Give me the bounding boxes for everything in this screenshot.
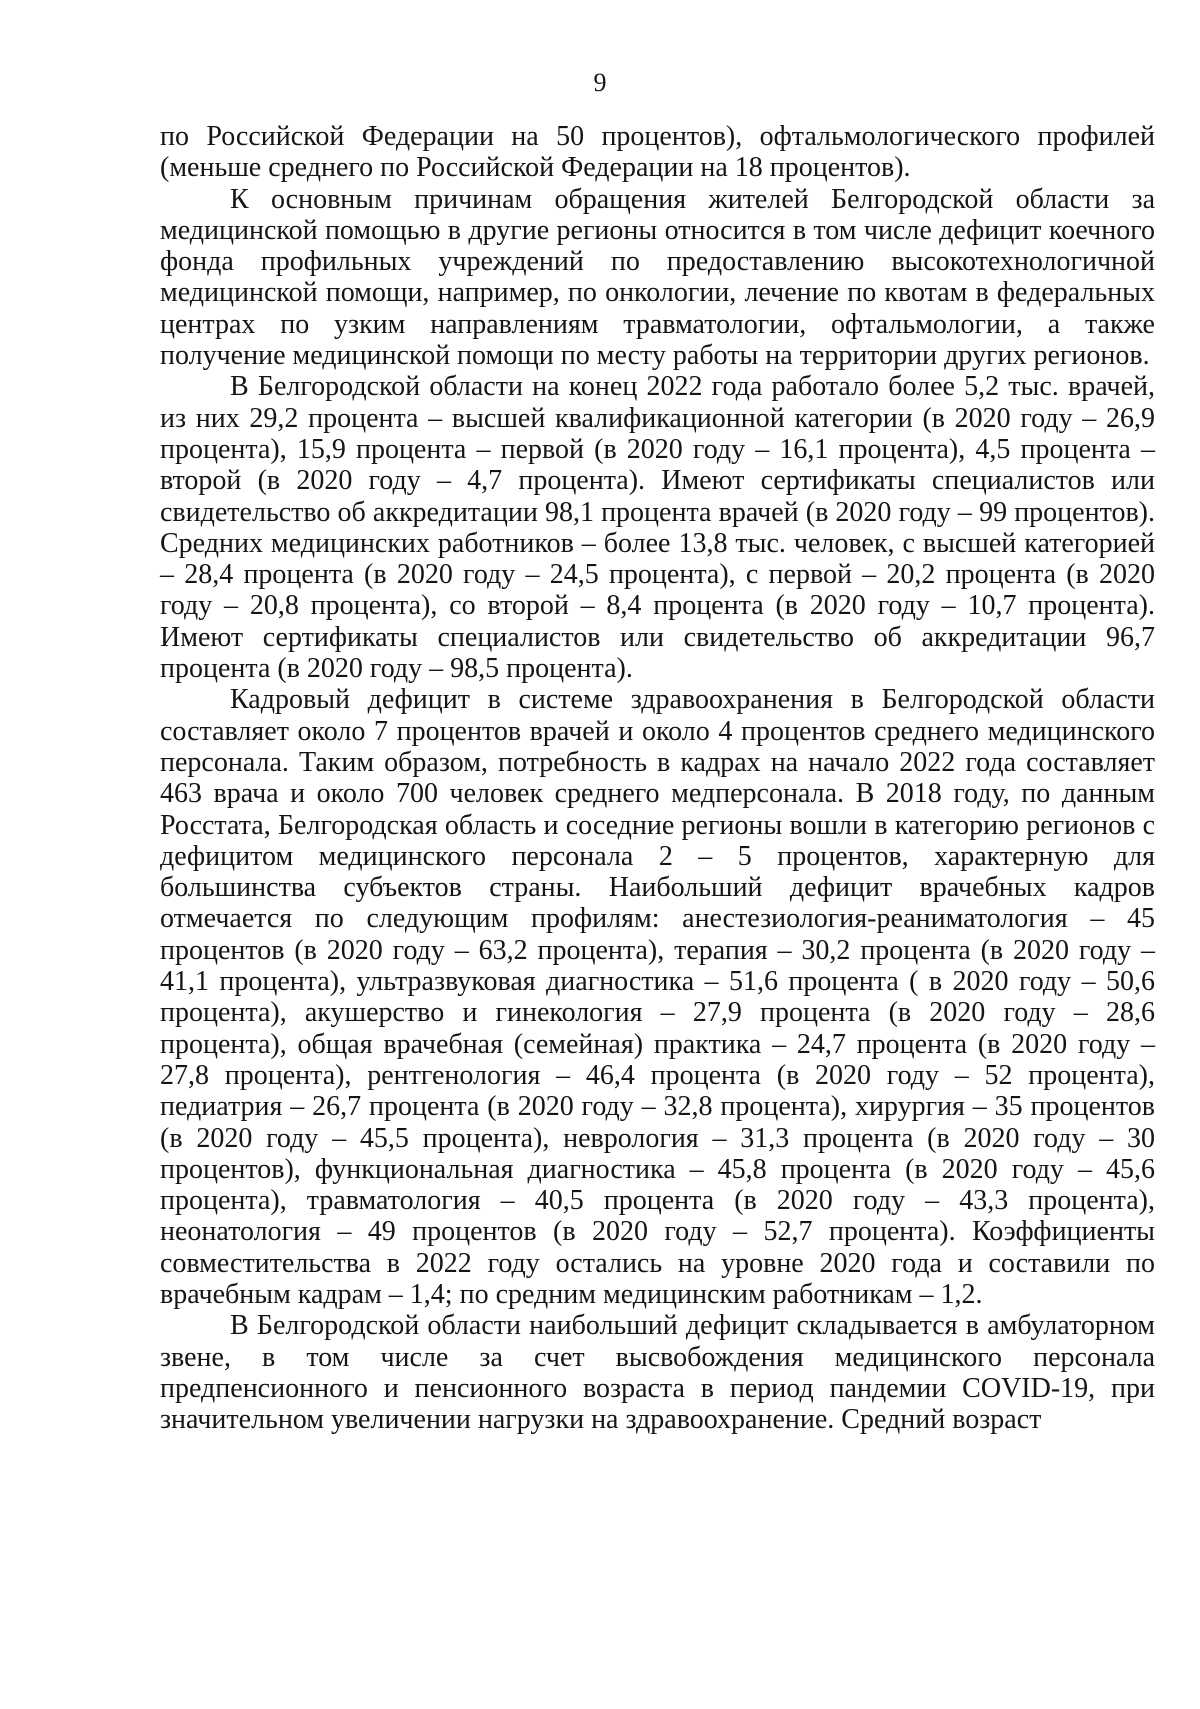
paragraph-4: Кадровый дефицит в системе здравоохранения в Белгородской области составляет около 7 процентов врачей и около 4 процентов среднего медицинского персонала. Таким образом, потребность в кадрах на начало 2022 года составляет 463 врача и около 700 человек среднего медперсонала. В 2018 году, по данным Росстата, Белгородская область и соседние регионы вошли в категорию регионов с дефицитом медицинского персонала 2 – 5 процентов, характерную для большинства субъектов страны. Наибольший дефицит врачебных кадров отмечается по следующим профилям: анестезиология-реаниматология – 45 процентов (в 2020 году – 63,2 процента), терапия – 30,2 процента (в 2020 году – 41,1 процента), ультразвуковая диагностика – 51,6 процента ( в 2020 году – 50,6 процента), акушерство и гинекология – 27,9 процента (в 2020 году – 28,6 процента), общая врачебная (семейная) практика – 24,7 процента (в 2020 году – 27,8 процента), рентгенология – 46,4 процента (в 2020 году – 52 процента), педиатрия – 26,7 процента (в 2020 году – 32,8 процента), хирургия – 35 процентов (в 2020 году – 45,5 процента), неврология – 31,3 процента (в 2020 году – 30 процентов), функциональная диагностика – 45,8 процента (в 2020 году – 45,6 процента), травматология – 40,5 процента (в 2020 году – 43,3 процента), неонатология – 49 процентов (в 2020 году – 52,7 процента). Коэффициенты совместительства в 2022 году остались на уровне 2020 года и составили по врачебным кадрам – 1,4; по средним медицинским работникам – 1,2. (160, 684, 1155, 1310)
paragraph-5: В Белгородской области наибольший дефицит складывается в амбулаторном звене, в том числе за счет высвобождения медицинского персонала предпенсионного и пенсионного возраста в период пандемии COVID-19, при значительном увеличении нагрузки на здравоохранение. Средний возраст (160, 1310, 1155, 1436)
page-number: 9 (593, 68, 607, 97)
paragraph-2: К основным причинам обращения жителей Белгородской области за медицинской помощью в другие регионы относится в том числе дефицит коечного фонда профильных учреждений по предоставлению высокотехнологичной медицинской помощи, например, по онкологии, лечение по квотам в федеральных центрах по узким направлениям травматологии, офтальмологии, а также получение медицинской помощи по месту работы на территории других регионов. (160, 183, 1155, 372)
document-body (160, 121, 1155, 1435)
paragraph-1: по Российской Федерации на 50 процентов), офтальмологического профилей (меньше среднего по Российской Федерации на 18 процентов). (160, 121, 1155, 184)
paragraph-3: В Белгородской области на конец 2022 года работало более 5,2 тыс. врачей, из них 29,2 процента – высшей квалификационной категории (в 2020 году – 26,9 процента), 15,9 процента – первой (в 2020 году – 16,1 процента), 4,5 процента – второй (в 2020 году – 4,7 процента). Имеют сертификаты специалистов или свидетельство об аккредитации 98,1 процента врачей (в 2020 году – 99 процентов). Средних медицинских работников – более 13,8 тыс. человек, с высшей категорией – 28,4 процента (в 2020 году – 24,5 процента), с первой – 20,2 процента (в 2020 году – 20,8 процента), со второй – 8,4 процента (в 2020 году – 10,7 процента). Имеют сертификаты специалистов или свидетельство об аккредитации 96,7 процента (в 2020 году – 98,5 процента). (160, 371, 1155, 685)
